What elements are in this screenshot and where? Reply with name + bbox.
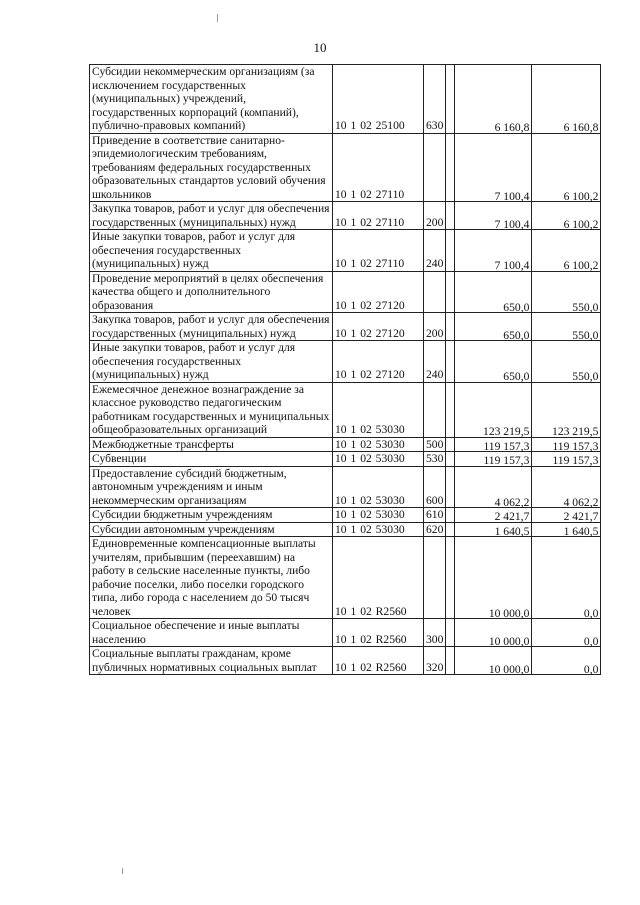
row-value-1: 7 100,4 (455, 202, 532, 230)
row-code: 10 1 02 27110 (333, 202, 424, 230)
row-value-1: 6 160,8 (455, 65, 532, 134)
row-name: Иные закупки товаров, работ и услуг для обеспечения государственных (муниципальных) нужд (90, 230, 333, 272)
row-name: Закупка товаров, работ и услуг для обеспечения государственных (муниципальных) нужд (90, 202, 333, 230)
row-value-2: 123 219,5 (532, 382, 601, 437)
row-expense-type: 200 (424, 202, 446, 230)
row-value-1: 650,0 (455, 271, 532, 313)
spacer-cell (446, 382, 455, 437)
spacer-cell (446, 619, 455, 647)
spacer-cell (446, 452, 455, 467)
row-name: Субсидии некоммерческим организациям (за исключением государственных (муниципальных) учреждений, государственных корпораций (компаний), публично-правовых компаний) (90, 65, 333, 134)
row-name: Ежемесячное денежное вознаграждение за классное руководство педагогическим работникам государственных и муниципальных общеобразовательных организаций (90, 382, 333, 437)
row-expense-type: 240 (424, 230, 446, 272)
row-value-2: 119 157,3 (532, 452, 601, 467)
row-value-2: 6 100,2 (532, 202, 601, 230)
row-expense-type (424, 382, 446, 437)
row-expense-type: 530 (424, 452, 446, 467)
row-expense-type (424, 271, 446, 313)
spacer-cell (446, 313, 455, 341)
table-row (90, 619, 601, 647)
row-name: Единовременные компенсационные выплаты учителям, прибывшим (переехавшим) на работу в сельские населенные пункты, либо рабочие поселки, либо поселки городского типа, либо города с населением до 50 тысяч человек (90, 537, 333, 619)
row-code: 10 1 02 53030 (333, 452, 424, 467)
row-expense-type: 300 (424, 619, 446, 647)
row-name: Социальные выплаты гражданам, кроме публичных нормативных социальных выплат (90, 647, 333, 675)
row-value-2: 550,0 (532, 341, 601, 383)
table-row (90, 133, 601, 202)
spacer-cell (446, 647, 455, 675)
row-code: 10 1 02 53030 (333, 466, 424, 508)
page-number: 10 (313, 40, 327, 55)
spacer-cell (446, 341, 455, 383)
table-row (90, 466, 601, 508)
row-code: 10 1 02 27120 (333, 313, 424, 341)
row-expense-type: 600 (424, 466, 446, 508)
row-value-2: 550,0 (532, 271, 601, 313)
row-expense-type (424, 537, 446, 619)
row-code: 10 1 02 53030 (333, 522, 424, 537)
row-name: Проведение мероприятий в целях обеспечения качества общего и дополнительного образования (90, 271, 333, 313)
row-value-2: 0,0 (532, 619, 601, 647)
row-code: 10 1 02 27120 (333, 271, 424, 313)
budget-table (89, 64, 601, 675)
table-row (90, 202, 601, 230)
row-code: 10 1 02 53030 (333, 508, 424, 523)
row-value-2: 2 421,7 (532, 508, 601, 523)
row-value-2: 119 157,3 (532, 437, 601, 452)
row-code: 10 1 02 R2560 (333, 537, 424, 619)
row-name: Приведение в соответствие санитарно-эпидемиологическим требованиям, требованиям федеральных государственных образовательных стандартов условий обучения школьников (90, 133, 333, 202)
row-name: Иные закупки товаров, работ и услуг для обеспечения государственных (муниципальных) нужд (90, 341, 333, 383)
table-row (90, 452, 601, 467)
spacer-cell (446, 202, 455, 230)
row-value-2: 0,0 (532, 537, 601, 619)
row-name: Межбюджетные трансферты (90, 437, 333, 452)
spacer-cell (446, 437, 455, 452)
row-code: 10 1 02 53030 (333, 382, 424, 437)
row-expense-type: 630 (424, 65, 446, 134)
row-name: Субсидии автономным учреждениям (90, 522, 333, 537)
row-name: Социальное обеспечение и иные выплаты населению (90, 619, 333, 647)
spacer-cell (446, 133, 455, 202)
spacer-cell (446, 508, 455, 523)
row-code: 10 1 02 27120 (333, 341, 424, 383)
row-value-1: 10 000,0 (455, 647, 532, 675)
row-expense-type (424, 133, 446, 202)
row-value-1: 650,0 (455, 341, 532, 383)
row-code: 10 1 02 25100 (333, 65, 424, 134)
row-value-1: 4 062,2 (455, 466, 532, 508)
row-value-1: 7 100,4 (455, 133, 532, 202)
spacer-cell (446, 271, 455, 313)
row-value-1: 650,0 (455, 313, 532, 341)
table-row (90, 341, 601, 383)
row-name: Предоставление субсидий бюджетным, автономным учреждениям и иным некоммерческим организациям (90, 466, 333, 508)
row-code: 10 1 02 53030 (333, 437, 424, 452)
row-name: Субвенции (90, 452, 333, 467)
spacer-cell (446, 466, 455, 508)
table-row (90, 382, 601, 437)
row-value-2: 4 062,2 (532, 466, 601, 508)
spacer-cell (446, 230, 455, 272)
table-row (90, 437, 601, 452)
scan-mark (217, 14, 218, 22)
row-name: Субсидии бюджетным учреждениям (90, 508, 333, 523)
row-value-1: 123 219,5 (455, 382, 532, 437)
row-value-2: 6 100,2 (532, 133, 601, 202)
table-row (90, 522, 601, 537)
spacer-cell (446, 65, 455, 134)
row-expense-type: 620 (424, 522, 446, 537)
row-value-1: 10 000,0 (455, 619, 532, 647)
row-code: 10 1 02 R2560 (333, 647, 424, 675)
table-body (90, 65, 601, 675)
row-expense-type: 200 (424, 313, 446, 341)
row-value-1: 10 000,0 (455, 537, 532, 619)
table-row (90, 647, 601, 675)
row-expense-type: 500 (424, 437, 446, 452)
row-value-2: 1 640,5 (532, 522, 601, 537)
row-expense-type: 320 (424, 647, 446, 675)
table-row (90, 271, 601, 313)
row-value-2: 550,0 (532, 313, 601, 341)
row-code: 10 1 02 27110 (333, 230, 424, 272)
scan-mark (122, 868, 123, 874)
row-value-2: 6 100,2 (532, 230, 601, 272)
table-row (90, 313, 601, 341)
table-row (90, 230, 601, 272)
row-expense-type: 240 (424, 341, 446, 383)
row-code: 10 1 02 27110 (333, 133, 424, 202)
row-value-1: 119 157,3 (455, 452, 532, 467)
row-value-2: 0,0 (532, 647, 601, 675)
row-value-1: 7 100,4 (455, 230, 532, 272)
table-row (90, 537, 601, 619)
row-value-1: 2 421,7 (455, 508, 532, 523)
row-value-1: 119 157,3 (455, 437, 532, 452)
row-name: Закупка товаров, работ и услуг для обеспечения государственных (муниципальных) нужд (90, 313, 333, 341)
row-code: 10 1 02 R2560 (333, 619, 424, 647)
row-expense-type: 610 (424, 508, 446, 523)
row-value-1: 1 640,5 (455, 522, 532, 537)
row-value-2: 6 160,8 (532, 65, 601, 134)
spacer-cell (446, 537, 455, 619)
table-row (90, 508, 601, 523)
spacer-cell (446, 522, 455, 537)
table-row (90, 65, 601, 134)
